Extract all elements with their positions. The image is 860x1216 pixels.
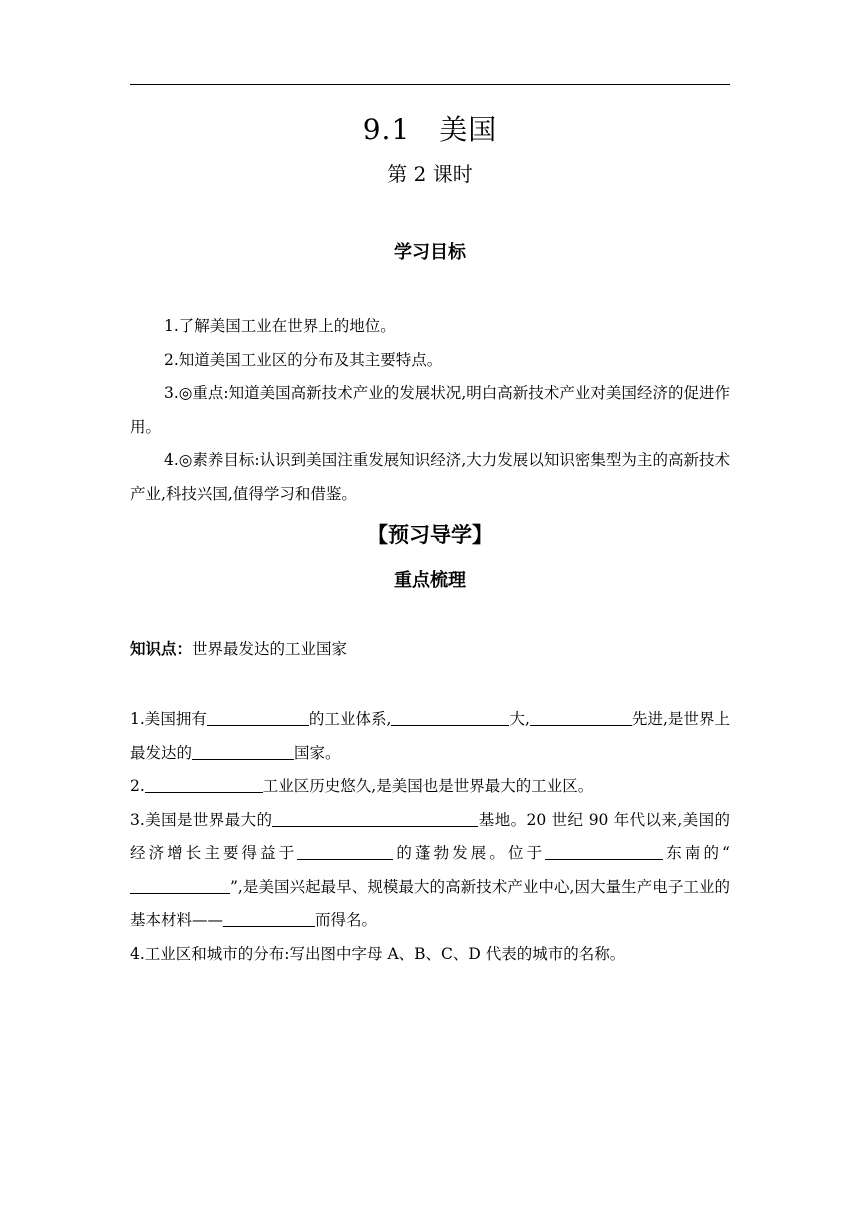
goals-list	[130, 310, 730, 511]
item-text: 1.美国拥有	[130, 710, 207, 728]
item-text: 基地。20 世纪 90 年代以来,美国的经济增长主要得益于	[130, 810, 730, 862]
fill-blank[interactable]	[297, 843, 393, 860]
goal-item: 4.◎素养目标:认识到美国注重发展知识经济,大力发展以知识密集型为主的高新技术产业,科技兴国,值得学习和借鉴。	[130, 451, 730, 503]
points-heading: 重点梳理	[394, 570, 466, 591]
item-text: 工业区历史悠久,是美国也是世界最大的工业区。	[262, 777, 594, 795]
fill-blank[interactable]	[130, 876, 230, 893]
exercise-item-1	[130, 703, 730, 770]
item-text: 大,	[509, 710, 530, 728]
goals-heading: 学习目标	[394, 242, 466, 263]
item-text: 先进,是世界上最发达的	[130, 710, 730, 762]
goal-item: 2.知道美国工业区的分布及其主要特点。	[164, 350, 443, 369]
exercise-item-3	[130, 804, 730, 938]
goal-item: 3.◎重点:知道美国高新技术产业的发展状况,明白高新技术产业对美国经济的促进作用。	[130, 384, 730, 436]
item-text: ”,是美国兴起最早、规模最大的高新技术产业中心,因大量生产电子工业的基本材料——	[130, 877, 730, 929]
exercise-item-2	[130, 770, 730, 804]
fill-blank[interactable]	[545, 843, 663, 860]
preview-heading: 【预习导学】	[367, 523, 493, 547]
fill-blank[interactable]	[272, 809, 478, 826]
lesson-subtitle: 第 2 课时	[387, 162, 473, 186]
fill-blank[interactable]	[530, 709, 632, 726]
knowledge-label: 知识点：	[130, 640, 193, 658]
goal-item: 1.了解美国工业在世界上的地位。	[164, 317, 396, 335]
item-text: 东南的“	[663, 844, 730, 862]
exercise-item-4: 4.工业区和城市的分布:写出图中字母 A、B、C、D 代表的城市的名称。	[130, 944, 626, 963]
exercise-list	[130, 703, 730, 971]
item-text: 2.	[130, 777, 145, 795]
item-text: 而得名。	[315, 911, 378, 929]
knowledge-point	[130, 633, 730, 667]
header-rule	[130, 84, 730, 85]
fill-blank[interactable]	[207, 709, 309, 726]
page-title: 9.1 美国	[362, 113, 498, 146]
fill-blank[interactable]	[223, 910, 315, 927]
fill-blank[interactable]	[192, 742, 294, 759]
fill-blank[interactable]	[145, 776, 263, 793]
knowledge-text: 世界最发达的工业国家	[192, 640, 348, 658]
fill-blank[interactable]	[391, 709, 509, 726]
item-text: 的蓬勃发展。位于	[393, 844, 546, 862]
item-text: 国家。	[294, 743, 341, 762]
item-text: 3.美国是世界最大的	[130, 810, 273, 829]
item-text: 的工业体系,	[308, 710, 392, 728]
